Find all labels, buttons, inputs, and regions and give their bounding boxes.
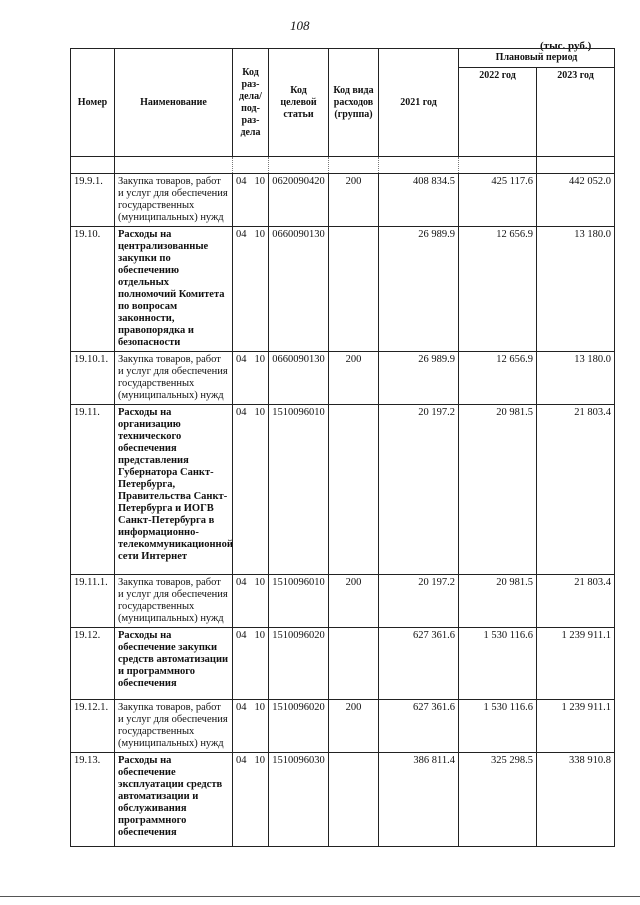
- header-number: Номер: [71, 49, 115, 157]
- table-row: [71, 227, 615, 352]
- row-name: Закупка товаров, работ и услуг для обеспечения государственных (муниципальных) нужд: [115, 174, 233, 227]
- row-name: Расходы на централизованные закупки по обеспечению отдельных полномочий Комитета по вопросам законности, правопорядка и безопасности: [115, 227, 233, 352]
- row-2022: 20 981.5: [459, 575, 537, 628]
- row-section: [233, 700, 269, 753]
- row-2021: 408 834.5: [379, 174, 459, 227]
- row-section: [233, 352, 269, 405]
- row-2023: 338 910.8: [537, 753, 615, 847]
- header-gap: [71, 157, 615, 174]
- row-name: Расходы на организацию технического обеспечения представления Губернатора Санкт-Петербурга, Правительства Санкт-Петербурга и ИОГВ Санкт-Петербурга в информационно-телекоммуникационной сети Интернет: [115, 405, 233, 575]
- row-target: 1510096010: [269, 575, 329, 628]
- header-2021: 2021 год: [379, 49, 459, 157]
- row-2021: 20 197.2: [379, 405, 459, 575]
- subsection-code: 10: [254, 176, 265, 187]
- row-type: [329, 405, 379, 575]
- row-2022: 1 530 116.6: [459, 700, 537, 753]
- row-2022: 1 530 116.6: [459, 628, 537, 700]
- table-row: [71, 575, 615, 628]
- subsection-code: 10: [254, 354, 265, 365]
- row-number: 19.11.: [71, 405, 115, 575]
- row-2023: 442 052.0: [537, 174, 615, 227]
- row-name: Закупка товаров, работ и услуг для обеспечения государственных (муниципальных) нужд: [115, 352, 233, 405]
- row-2021: 26 989.9: [379, 227, 459, 352]
- row-target: 0660090130: [269, 227, 329, 352]
- page-bottom-rule: [0, 896, 640, 897]
- row-2022: 325 298.5: [459, 753, 537, 847]
- row-2021: 627 361.6: [379, 628, 459, 700]
- section-code: 04: [236, 577, 247, 588]
- row-number: 19.10.1.: [71, 352, 115, 405]
- table-row: [71, 700, 615, 753]
- subsection-code: 10: [254, 577, 265, 588]
- table-row: [71, 405, 615, 575]
- row-number: 19.9.1.: [71, 174, 115, 227]
- row-section: [233, 174, 269, 227]
- row-2021: 26 989.9: [379, 352, 459, 405]
- row-2022: 20 981.5: [459, 405, 537, 575]
- section-code: 04: [236, 755, 247, 766]
- table-row: [71, 753, 615, 847]
- row-target: 1510096010: [269, 405, 329, 575]
- budget-table: [70, 48, 615, 847]
- row-number: 19.12.1.: [71, 700, 115, 753]
- row-section: [233, 405, 269, 575]
- row-2021: 20 197.2: [379, 575, 459, 628]
- row-target: 1510096020: [269, 628, 329, 700]
- row-2023: 21 803.4: [537, 405, 615, 575]
- table-body: [71, 174, 615, 847]
- header-row-1: [71, 49, 615, 68]
- row-name: Закупка товаров, работ и услуг для обеспечения государственных (муниципальных) нужд: [115, 575, 233, 628]
- row-section: [233, 628, 269, 700]
- table-row: [71, 352, 615, 405]
- subsection-code: 10: [254, 630, 265, 641]
- subsection-code: 10: [254, 702, 265, 713]
- row-target: 1510096030: [269, 753, 329, 847]
- header-2023: 2023 год: [537, 68, 615, 157]
- row-name: Расходы на обеспечение эксплуатации средств автоматизации и обслуживания программного обеспечения: [115, 753, 233, 847]
- section-code: 04: [236, 229, 247, 240]
- row-2021: 386 811.4: [379, 753, 459, 847]
- row-name: Расходы на обеспечение закупки средств автоматизации и программного обеспечения: [115, 628, 233, 700]
- row-target: 1510096020: [269, 700, 329, 753]
- section-code: 04: [236, 702, 247, 713]
- header-2022: 2022 год: [459, 68, 537, 157]
- row-type: 200: [329, 700, 379, 753]
- row-type: [329, 628, 379, 700]
- row-2023: 13 180.0: [537, 352, 615, 405]
- table-row: [71, 628, 615, 700]
- row-2022: 425 117.6: [459, 174, 537, 227]
- table-row: [71, 174, 615, 227]
- header-target: Код целевой статьи: [269, 49, 329, 157]
- row-type: 200: [329, 174, 379, 227]
- row-number: 19.13.: [71, 753, 115, 847]
- row-type: [329, 753, 379, 847]
- subsection-code: 10: [254, 755, 265, 766]
- row-target: 0660090130: [269, 352, 329, 405]
- units-label: (тыс. руб.): [540, 40, 592, 52]
- row-2023: 1 239 911.1: [537, 700, 615, 753]
- header-planning-period: Плановый период: [459, 49, 615, 68]
- row-2022: 12 656.9: [459, 227, 537, 352]
- subsection-code: 10: [254, 229, 265, 240]
- row-2023: 13 180.0: [537, 227, 615, 352]
- header-section: Код раз-дела/ под-раз-дела: [233, 49, 269, 157]
- row-section: [233, 753, 269, 847]
- section-code: 04: [236, 407, 247, 418]
- section-code: 04: [236, 354, 247, 365]
- row-number: 19.10.: [71, 227, 115, 352]
- row-target: 0620090420: [269, 174, 329, 227]
- row-name: Закупка товаров, работ и услуг для обеспечения государственных (муниципальных) нужд: [115, 700, 233, 753]
- row-type: [329, 227, 379, 352]
- row-number: 19.12.: [71, 628, 115, 700]
- row-2021: 627 361.6: [379, 700, 459, 753]
- header-name: Наименование: [115, 49, 233, 157]
- section-code: 04: [236, 630, 247, 641]
- row-2023: 21 803.4: [537, 575, 615, 628]
- header-expense-type: Код вида расходов (группа): [329, 49, 379, 157]
- row-type: 200: [329, 575, 379, 628]
- row-number: 19.11.1.: [71, 575, 115, 628]
- row-type: 200: [329, 352, 379, 405]
- subsection-code: 10: [254, 407, 265, 418]
- row-section: [233, 575, 269, 628]
- page-number: 108: [290, 18, 310, 33]
- row-2022: 12 656.9: [459, 352, 537, 405]
- row-section: [233, 227, 269, 352]
- section-code: 04: [236, 176, 247, 187]
- row-2023: 1 239 911.1: [537, 628, 615, 700]
